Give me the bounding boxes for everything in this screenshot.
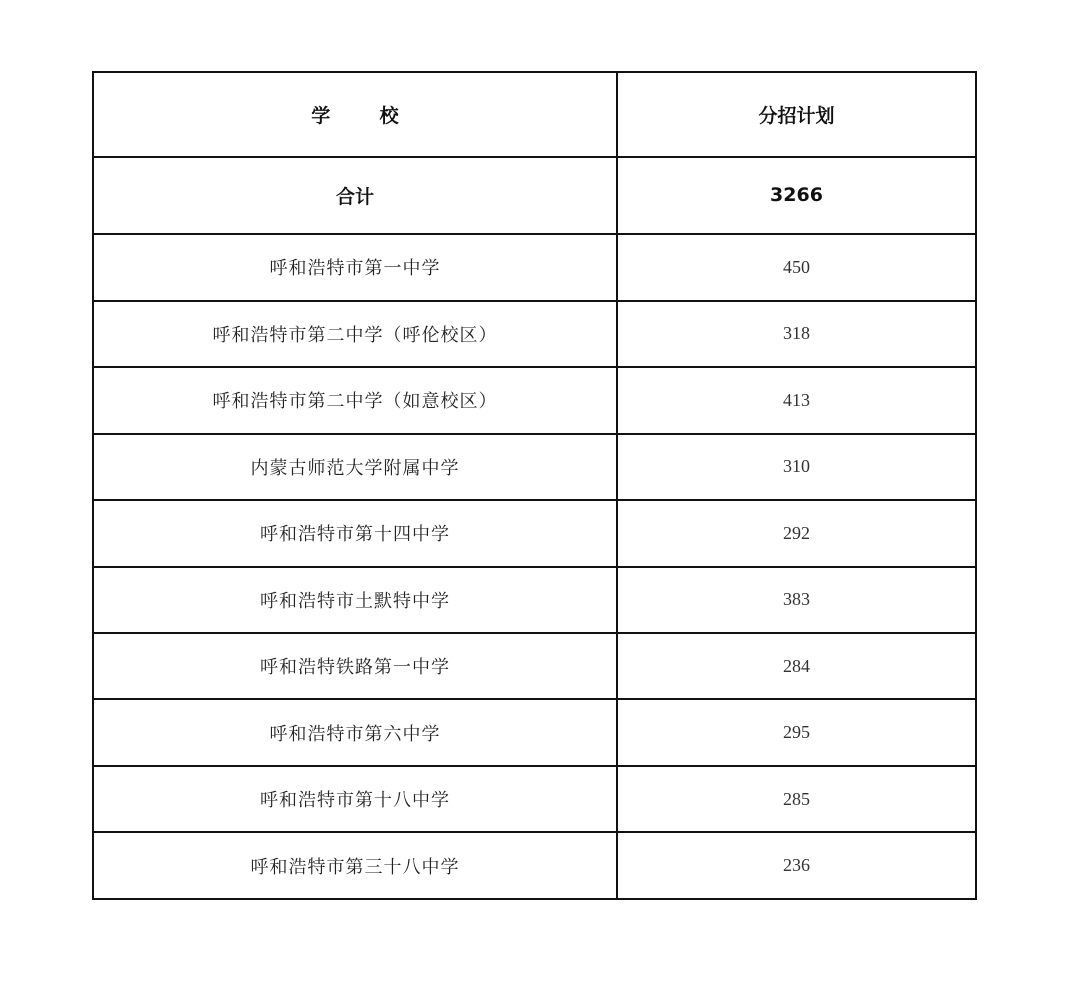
total-label: 合计	[335, 185, 374, 208]
school-name: 呼和浩特市第二中学（呼伦校区）	[212, 324, 498, 346]
school-name: 呼和浩特市第十四中学	[260, 524, 450, 546]
plan-cell	[617, 434, 976, 500]
school-cell	[93, 633, 617, 699]
plan-cell	[617, 367, 976, 433]
school-name: 内蒙古师范大学附属中学	[250, 457, 460, 479]
school-name: 呼和浩特市第一中学	[269, 258, 441, 280]
plan-number: 450	[783, 256, 810, 277]
school-cell	[93, 234, 617, 300]
school-name: 呼和浩特市第六中学	[269, 723, 441, 745]
header-plan-label: 分招计划	[758, 104, 835, 127]
school-cell	[93, 301, 617, 367]
plan-cell	[617, 699, 976, 765]
school-cell	[93, 434, 617, 500]
school-cell	[93, 500, 617, 566]
school-name: 呼和浩特市第二中学（如意校区）	[212, 391, 498, 413]
quota-table-container	[92, 71, 975, 900]
school-cell	[93, 766, 617, 832]
plan-number: 292	[783, 522, 810, 543]
total-value-cell	[617, 157, 976, 235]
plan-cell	[617, 567, 976, 633]
table-row	[93, 766, 976, 832]
plan-cell	[617, 500, 976, 566]
plan-number: 318	[783, 323, 810, 344]
table-row	[93, 699, 976, 765]
header-school-label: 学校	[311, 104, 449, 127]
table-header-row	[93, 72, 976, 157]
plan-cell	[617, 766, 976, 832]
plan-number: 383	[783, 589, 810, 610]
total-value: 3266	[770, 184, 823, 207]
plan-number: 285	[783, 788, 810, 809]
quota-table	[92, 71, 977, 900]
plan-number: 236	[783, 855, 810, 876]
header-plan-cell	[617, 72, 976, 157]
plan-number: 295	[783, 722, 810, 743]
plan-number: 310	[783, 456, 810, 477]
table-row	[93, 434, 976, 500]
total-label-cell	[93, 157, 617, 235]
table-row	[93, 832, 976, 899]
school-name: 呼和浩特市第三十八中学	[250, 856, 460, 878]
school-cell	[93, 567, 617, 633]
table-row	[93, 567, 976, 633]
plan-number: 284	[783, 655, 810, 676]
school-name: 呼和浩特市第十八中学	[260, 790, 450, 812]
header-school-cell	[93, 72, 617, 157]
school-cell	[93, 699, 617, 765]
total-row	[93, 157, 976, 235]
table-row	[93, 301, 976, 367]
plan-cell	[617, 301, 976, 367]
plan-number: 413	[783, 389, 810, 410]
school-name: 呼和浩特铁路第一中学	[260, 657, 450, 679]
table-row	[93, 633, 976, 699]
school-cell	[93, 367, 617, 433]
plan-cell	[617, 633, 976, 699]
school-cell	[93, 832, 617, 899]
plan-cell	[617, 234, 976, 300]
plan-cell	[617, 832, 976, 899]
table-row	[93, 500, 976, 566]
table-row	[93, 234, 976, 300]
school-name: 呼和浩特市土默特中学	[260, 590, 450, 612]
table-row	[93, 367, 976, 433]
